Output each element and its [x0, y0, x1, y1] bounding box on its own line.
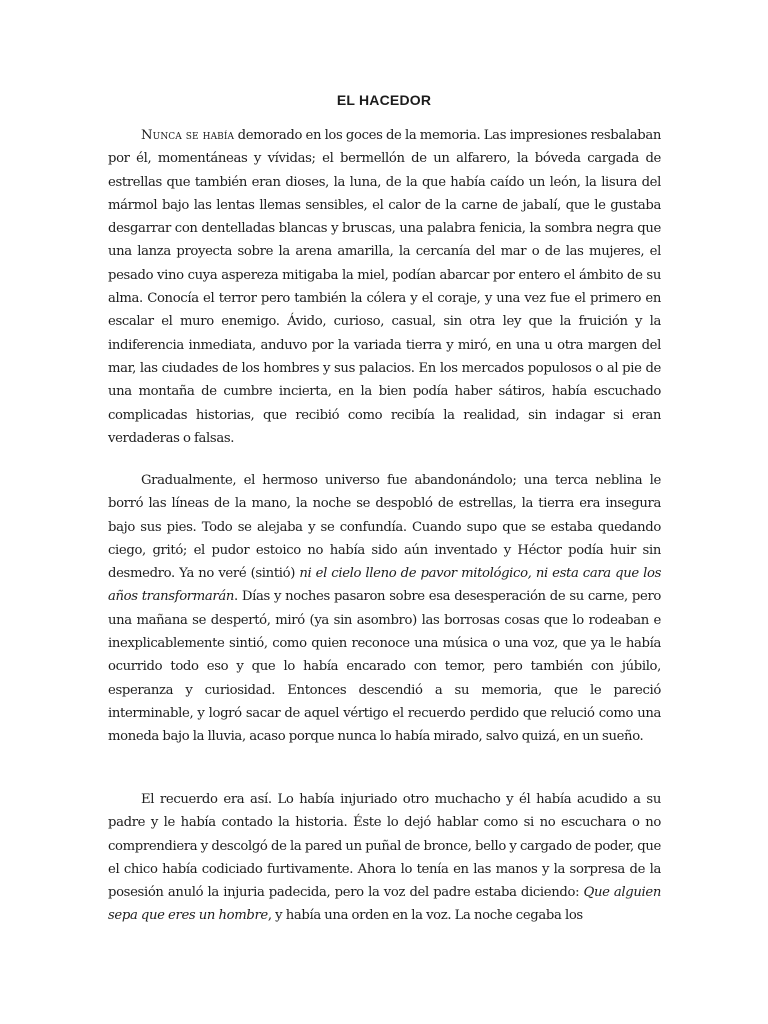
paragraph-3-text-after: , y había una orden en la voz. La noche cegaba los	[267, 908, 583, 924]
paragraph-3	[108, 788, 661, 928]
paragraph-2	[108, 469, 661, 749]
paragraph-1	[108, 124, 661, 450]
paragraph-1-text: demorado en los goces de la memoria. Las impresiones resbalaban por él, momentáneas y vívidas; el bermellón de un alfarero, la bóveda cargada de estrellas que también eran dioses, la luna, de la que había caído un león, la lisura del mármol bajo las lentas llemas sensibles, el calor de la carne de jabalí, que le gustaba desgarrar con dentelladas blancas y bruscas, una palabra fenicia, la sombra negra que una lanza proyecta sobre la arena amarilla, la cercanía del mar o de las mujeres, el pesado vino cuya aspereza mitigaba la miel, podían abarcar por entero el ámbito de su alma. Conocía el terror pero también la cólera y el coraje, y una vez fue el primero en escalar el muro enemigo. Ávido, curioso, casual, sin otra ley que la fruición y la indiferencia inmediata, anduvo por la variada tierra y miró, en una u otra margen del mar, las ciudades de los hombres y sus palacios. En los mercados populosos o al pie de una montaña de cumbre incierta, en la bien podía haber sátiros, había escuchado complicadas historias, que recibió como recibía la realidad, sin indagar si eran verdaderas o falsas.	[108, 128, 661, 446]
paragraph-3-italic-quote: Que alguien sepa que eres un hombre	[108, 885, 661, 924]
paragraph-2-text-after: . Días y noches pasaron sobre esa desesperación de su carne, pero una mañana se despertó, miró (ya sin asombro) las borrosas cosas que lo rodeaban e inexplicablemente sintió, como quien reconoce una música o una voz, que ya le había ocurrido todo eso y que lo había encarado con temor, pero también con júbilo, esperanza y curiosidad. Entonces descendió a su memoria, que le pareció interminable, y logró sacar de aquel vértigo el recuerdo perdido que relució como una moneda bajo la lluvia, acaso porque nunca lo había mirado, salvo quizá, en un sueño.	[108, 589, 662, 745]
paragraph-1-lead: Nunca se había	[141, 128, 235, 143]
paragraph-2-text-before: Gradualmente, el hermoso universo fue abandonándolo; una terca neblina le borró las líneas de la mano, la noche se despobló de estrellas, la tierra era insegura bajo sus pies. Todo se alejaba y se confundía. Cuando supo que se estaba quedando ciego, gritó; el pudor estoico no había sido aún inventado y Héctor podía huir sin desmedro. Ya no veré (sintió)	[108, 473, 661, 582]
document-title: EL HACEDOR	[336, 92, 432, 108]
paragraph-2-italic-quote: ni el cielo lleno de pavor mitológico, ni esta cara que los años transformarán	[108, 566, 661, 605]
paragraph-3-text-before: El recuerdo era así. Lo había injuriado otro muchacho y él había acudido a su padre y le había contado la historia. Éste lo dejó hablar como si no escuchara o no comprendiera y descolgó de la pared un puñal de bronce, bello y cargado de poder, que el chico había codiciado furtivamente. Ahora lo tenía en las manos y la sorpresa de la posesión anuló la injuria padecida, pero la voz del padre estaba diciendo:	[108, 792, 661, 901]
